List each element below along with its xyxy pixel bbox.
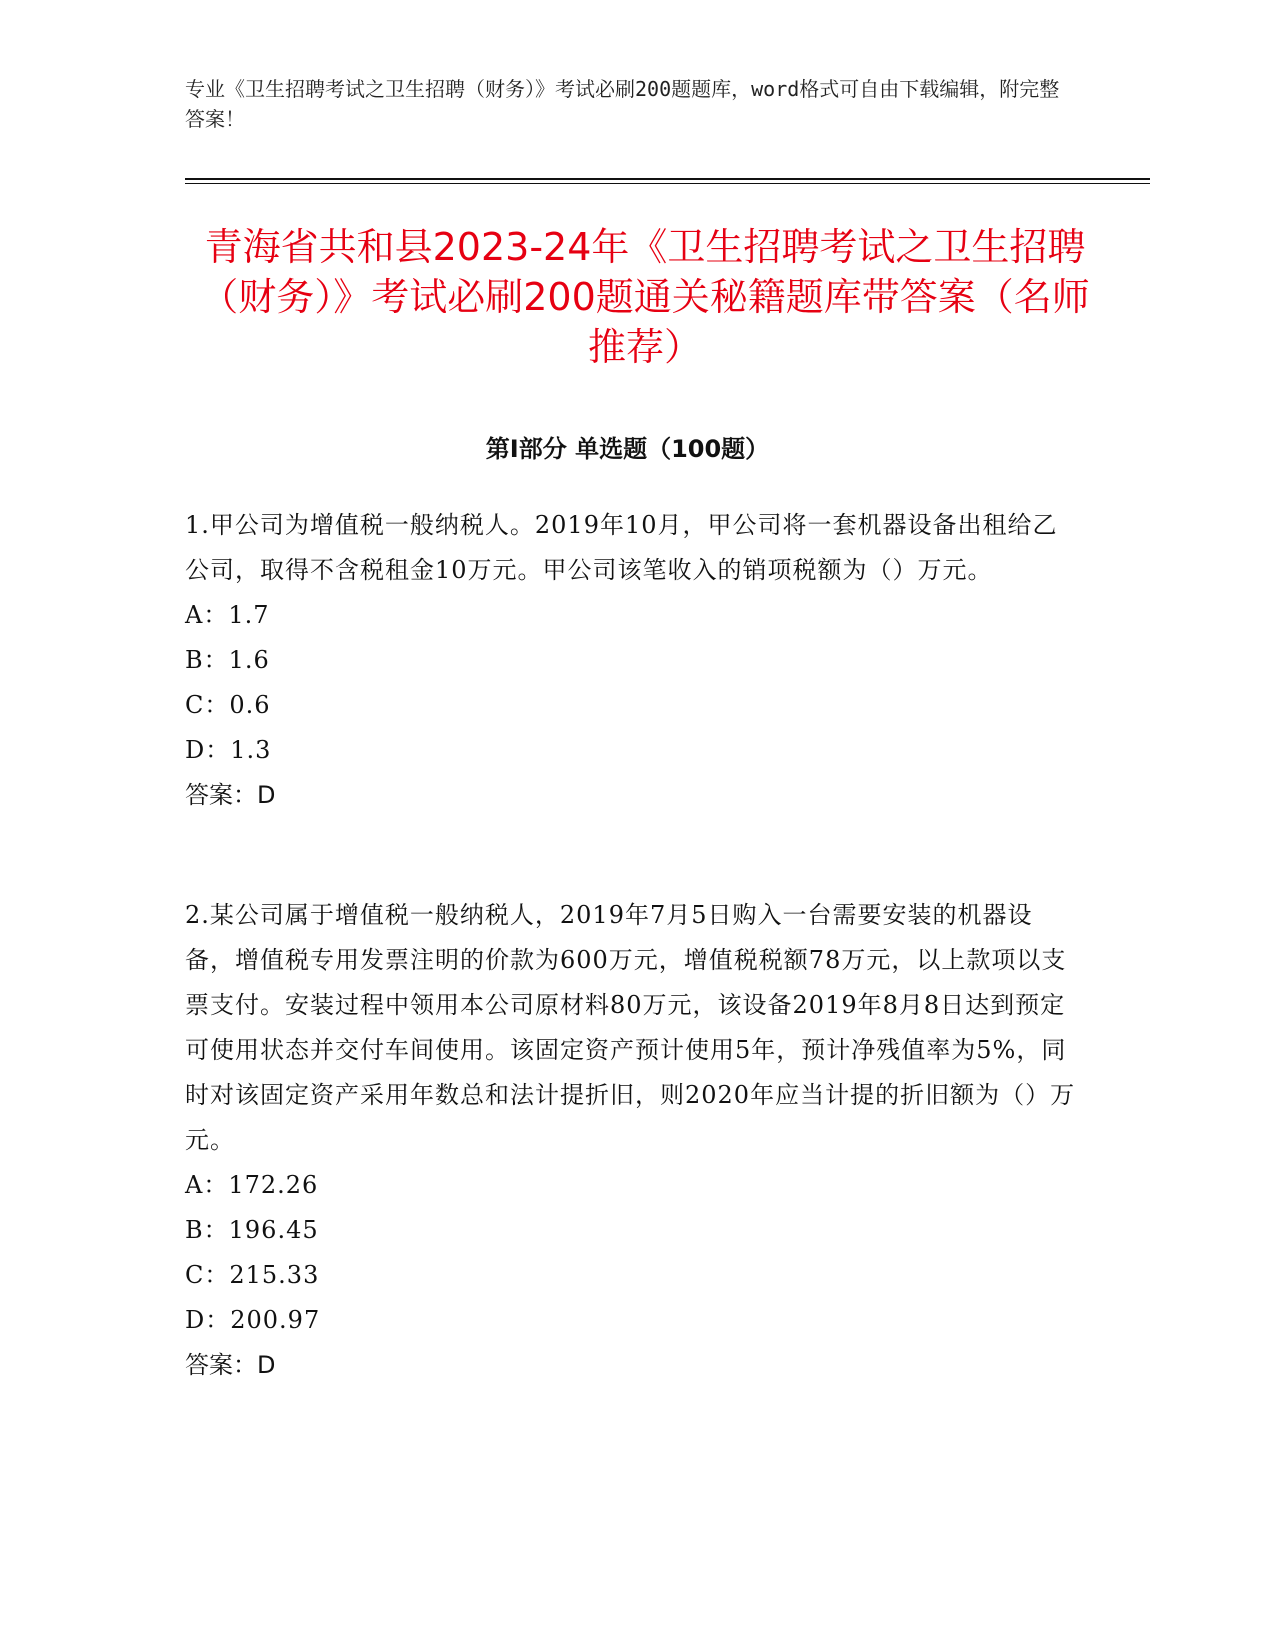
question-stem: 1.甲公司为增值税一般纳税人。2019年10月，甲公司将一套机器设备出租给乙公司，取得不含税租金10万元。甲公司该笔收入的销项税额为（）万元。 <box>185 511 1058 584</box>
option-b: B：1.6 <box>185 646 270 674</box>
document-title: 青海省共和县2023-24年《卫生招聘考试之卫生招聘（财务）》考试必刷200题通关秘籍题库带答案（名师推荐） <box>200 225 1090 369</box>
header-rule-thick <box>185 178 1150 180</box>
option-a: A：1.7 <box>185 601 270 629</box>
option-c: C：0.6 <box>185 691 271 719</box>
option-d: D：1.3 <box>185 736 272 764</box>
question-stem: 2.某公司属于增值税一般纳税人，2019年7月5日购入一台需要安装的机器设备，增值税专用发票注明的价款为600万元，增值税税额78万元，以上款项以支票支付。安装过程中领用本公司原材料80万元，该设备2019年8月8日达到预定可使用状态并交付车间使用。该固定资产预计使用5年，预计净残值率为5%，同时对该固定资产采用年数总和法计提折旧，则2020年应当计提的折旧额为（）万元。 <box>185 901 1076 1154</box>
header-rule-thin <box>185 183 1150 184</box>
option-b: B：196.45 <box>185 1216 319 1244</box>
section-heading: 第Ⅰ部分 单选题（100题） <box>485 435 770 463</box>
question-2 <box>185 893 1080 1388</box>
question-1 <box>185 503 1080 818</box>
option-d: D：200.97 <box>185 1306 321 1334</box>
option-c: C：215.33 <box>185 1261 320 1289</box>
answer-label: 答案：D <box>185 1351 276 1379</box>
header-note: 专业《卫生招聘考试之卫生招聘（财务）》考试必刷200题题库，word格式可自由下载编辑，附完整答案！ <box>185 77 1060 131</box>
answer-label: 答案：D <box>185 781 276 809</box>
option-a: A：172.26 <box>185 1171 319 1199</box>
